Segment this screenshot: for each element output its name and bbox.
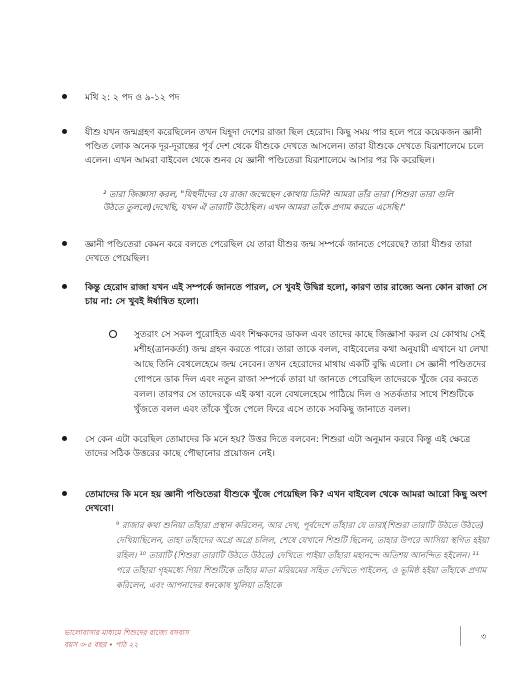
paragraph: জ্ঞানী পণ্ডিতেরা কেমন করে বলতে পেরেছিল যে তারা যীশুর জন্ম সম্পর্কে জানতে পেরেছে? তারা যীশুর তারা দেখতে পেয়েছিল। bbox=[85, 240, 472, 264]
footer-subtitle: বয়স ৩-৫ বছর • পাঠ ২২ bbox=[64, 640, 139, 649]
bullet-icon bbox=[62, 436, 67, 441]
scripture-quote: ² তারা জিজ্ঞাসা করল, "যিহুদীদের যে রাজা জন্মেছেন কোথায় তিনি? আমরা তাঁর তারা (শিশুরা তারা গুলি উঠতে তুললে)দেখেছি, যখন ঐ তারাটি উঠেছিল। এখন আমরা তাঁকে প্রণাম করতে এসেছি।" bbox=[103, 189, 454, 212]
paragraph: সে কেন এটা করেছিল তোমাদের কি মনে হয়? উত্তর দিতে বলবেন: শিশুরা এটা অনুমান করবে কিন্তু এই ক্ষেত্রে তাদের সঠিক উত্তরের কাছে পৌছানোর প্রয়োজন নেই। bbox=[85, 435, 471, 459]
bullet-icon bbox=[62, 129, 67, 134]
paragraph: কিন্তু হেরোদ রাজা যখন এই সম্পর্কে জানতে পারল, সে খুবই উদ্বিগ্ন হলো, কারণ তার রাজ্যে অন্য কোন রাজা সে চায় না: সে খুবই ঈর্ষান্বিত হলো। bbox=[85, 283, 488, 307]
paragraph: সুতরাং সে সকল পুরোহিত এবং শিক্ষকদের ডাকল এবং তাদের কাছে জিজ্ঞাসা করল যে কোথায় সেই মশীহ(ত্রানকর্তা) জন্ম গ্রহন করতে পারে। তারা তাকে বলল, বাইবেলের কথা অনুযায়ী এখানে যা লেখা আছে তিনি বেথলেহেমে জন্ম নেবেন। তখন হেরোদের মাথায় একটি বুদ্ধি এলো। সে জ্ঞানী পণ্ডিতদের গোপনে ডাক দিল এবং নতুন রাজা সম্পর্কে তারা যা জানতে পেরেছিল তাদেরকে খুঁজে বের করতে বলল। তারপর সে তাদেরকে এই কথা বলে বেথলেহেমে পাঠিয়ে দিল ও সতর্কতার সাথে শিশুটিকে খুঁজতে বলল এবং তাঁকে খুঁজে পেলে ফিরে এসে তাকে সবকিছু জানাতে বলল। bbox=[134, 330, 489, 415]
scripture-passage: ⁹ রাজার কথা শুনিয়া তাঁহারা প্রস্থান করিলেন, আর দেখ, পূর্বদেশে তাঁহারা যে তারা(শিশুরা তারাটি উঠতে উঠতে) দেখিয়াছিলেন, তাহা তাঁহাদের অগ্রে অগ্রে চলিল, শেষে যেখানে শিশুটি ছিলেন, তাহার উপরে আসিয়া স্থগিত হইয়া রহিল। ¹⁰ তারাটি (শিশুরা তারাটি উঠতে উঠতে) দেখিতে পাইয়া তাঁহারা মহানন্দে অতিশয় আনন্দিত হইলেন। ¹¹ পরে তাঁহারা গৃহমধ্যে গিয়া শিশুটিকে তাঁহার মাতা মরিয়মের সহিত দেখিতে পাইলেন, ও ভূমিষ্ঠ হইয়া তাঁহাকে প্রণাম করিলেন, এবং আপনাদের ধনকোষ খুলিয়া তাঁহাকে bbox=[116, 520, 489, 590]
footer-title: ভালোবাসার মাধ্যমে শিশুদের রাজ্যে বসবাস bbox=[64, 628, 189, 637]
paragraph: তোমাদের কি মনে হয় জ্ঞানী পণ্ডিতেরা যীশুকে খুঁজে পেয়েছিল কি? এখন বাইবেল থেকে আমরা আরো কিছু অংশ দেখবো। bbox=[85, 490, 488, 514]
footer-divider bbox=[460, 626, 461, 646]
reference-text: মথি ২: ২ পদ ও ৯-১২ পদ bbox=[85, 93, 180, 103]
bullet-icon bbox=[62, 284, 67, 289]
bullet-icon bbox=[62, 491, 67, 496]
page-number: ৩ bbox=[481, 632, 487, 641]
bullet-icon bbox=[62, 241, 67, 246]
circle-bullet-icon bbox=[109, 330, 117, 338]
paragraph: যীশু যখন জন্মগ্রহণ করেছিলেন তখন যিহূদা দেশের রাজা ছিল হেরোদ। কিছু সময় পার হলে পরে কয়েকজন জ্ঞানী পণ্ডিত লোক অনেক দূর-দূরান্তের পূর্ব দেশ থেকে যীশুকে দেখতে আসলেন। তারা যীশুকে দেখতে যিরূশালেমে চলে এলেন। এখন আমরা বাইবেল থেকে শুনব যে জ্ঞানী পণ্ডিতেরা যিরূশালেমে আসার পর কি করেছিল। bbox=[85, 128, 484, 166]
bullet-icon bbox=[62, 94, 67, 99]
